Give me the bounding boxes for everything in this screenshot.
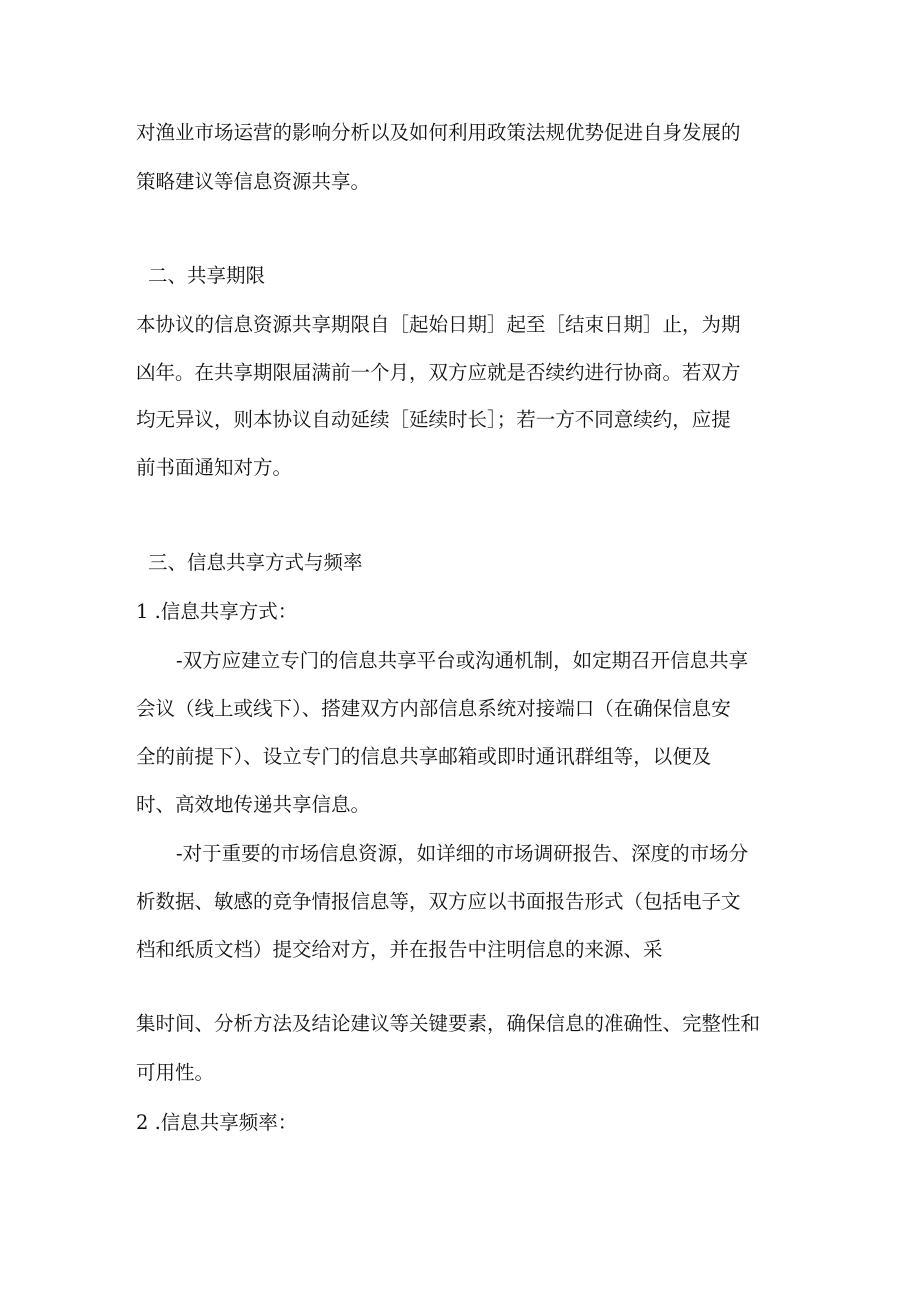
subsection-heading-1: 1 .信息共享方式： xyxy=(136,600,298,623)
paragraph-line: -对于重要的市场信息资源，如详细的市场调研报告、深度的市场分 xyxy=(176,842,749,865)
paragraph-line: 档和纸质文档）提交给对方，并在报告中注明信息的来源、采 xyxy=(136,938,663,961)
section-heading-2: 二、共享期限 xyxy=(148,264,266,287)
paragraph-line: 策略建议等信息资源共享。 xyxy=(136,170,371,193)
paragraph-line: 凶年。在共享期限届满前一个月，双方应就是否续约进行协商。若双方 xyxy=(136,361,741,384)
subsection-heading-2: 2 .信息共享频率： xyxy=(136,1111,298,1134)
paragraph-line: 全的前提下）、设立专门的信息共享邮箱或即时通讯群组等，以便及 xyxy=(136,745,712,768)
paragraph-line: -双方应建立专门的信息共享平台或沟通机制，如定期召开信息共享 xyxy=(176,649,749,672)
section-heading-3: 三、信息共享方式与频率 xyxy=(148,551,363,574)
paragraph-line: 会议（线上或线下）、搭建双方内部信息系统对接端口（在确保信息安 xyxy=(136,697,731,720)
paragraph-line: 时、高效地传递共享信息。 xyxy=(136,793,371,816)
paragraph-line: 对渔业市场运营的影响分析以及如何利用政策法规优势促进自身发展的 xyxy=(136,121,741,144)
paragraph-line: 可用性。 xyxy=(136,1061,215,1084)
paragraph-line: 前书面通知对方。 xyxy=(136,456,293,479)
paragraph-line: 析数据、敏感的竞争情报信息等，双方应以书面报告形式（包括电子文 xyxy=(136,890,741,913)
paragraph-line: 集时间、分析方法及结论建议等关键要素，确保信息的准确性、完整性和 xyxy=(136,1012,761,1035)
paragraph-line: 均无异议，则本协议自动延续［延续时长］；若一方不同意续约，应提 xyxy=(136,408,731,431)
paragraph-line: 本协议的信息资源共享期限自［起始日期］起至［结束日期］止，为期 xyxy=(136,313,741,336)
